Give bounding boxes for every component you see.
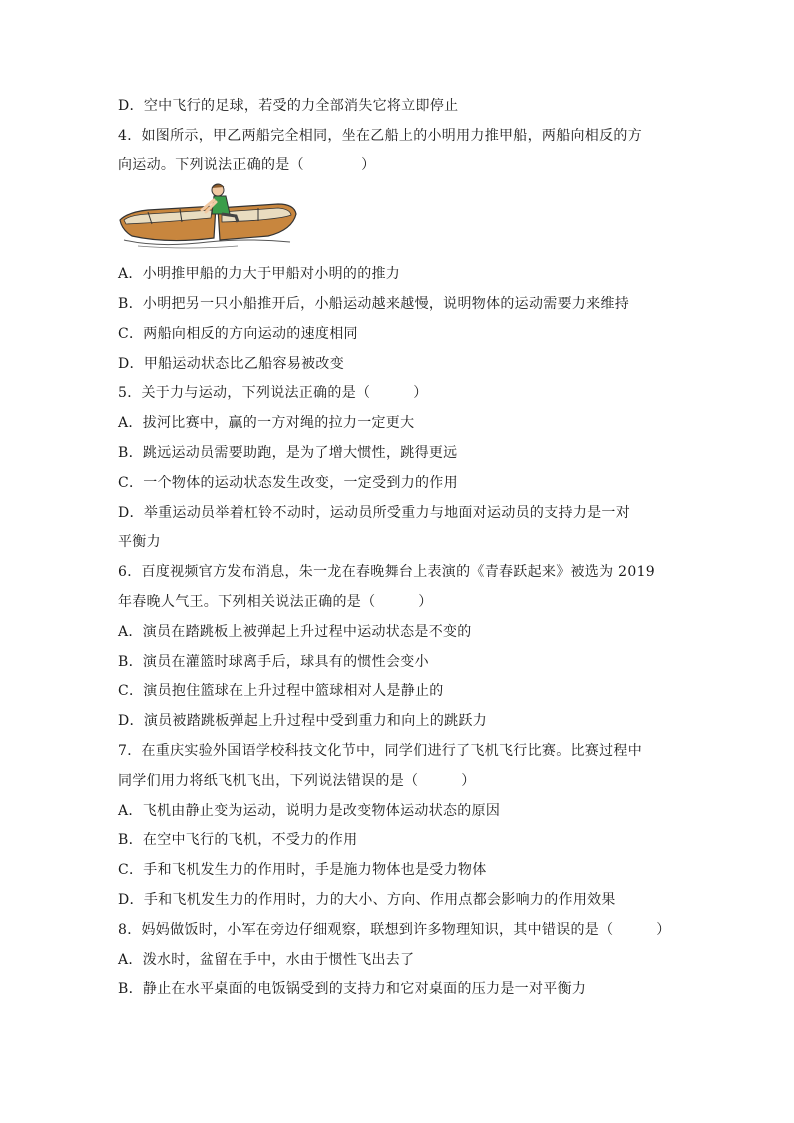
q5-option-b: B．跳远运动员需要助跑，是为了增大惯性，跳得更远 [118, 445, 458, 461]
q7-stem-line2: 同学们用力将纸飞机飞出，下列说法错误的是（ ） [118, 773, 476, 789]
q5-option-c: C．一个物体的运动状态发生改变，一定受到力的作用 [118, 475, 458, 491]
q8-option-b: B．静止在水平桌面的电饭锅受到的支持力和它对桌面的压力是一对平衡力 [118, 981, 587, 997]
q4-option-b: B．小明把另一只小船推开后，小船运动越来越慢，说明物体的运动需要力来维持 [118, 296, 630, 312]
q6-option-c: C．演员抱住篮球在上升过程中篮球相对人是静止的 [118, 683, 444, 699]
q7-option-a: A．飞机由静止变为运动，说明力是改变物体运动状态的原因 [118, 803, 501, 819]
q3-option-d: D．空中飞行的足球，若受的力全部消失它将立即停止 [118, 98, 459, 114]
q6-stem-line1: 6．百度视频官方发布消息，朱一龙在春晚舞台上表演的《青春跃起来》被选为 2019 [118, 564, 655, 580]
q7-option-c: C．手和飞机发生力的作用时，手是施力物体也是受力物体 [118, 862, 487, 878]
q7-option-b: B．在空中飞行的飞机，不受力的作用 [118, 832, 358, 848]
q4-stem-line2: 向运动。下列说法正确的是（ ） [118, 157, 376, 173]
q4-option-a: A．小明推甲船的力大于甲船对小明的的推力 [118, 266, 401, 282]
q5-option-d-line2: 平衡力 [118, 534, 161, 550]
boat-push-illustration [118, 182, 298, 250]
q6-stem-line2: 年春晚人气王。下列相关说法正确的是（ ） [118, 594, 433, 610]
q4-stem-line1: 4．如图所示，甲乙两船完全相同，坐在乙船上的小明用力推甲船，两船向相反的方 [118, 128, 643, 144]
q6-option-a: A．演员在踏跳板上被弹起上升过程中运动状态是不变的 [118, 624, 472, 640]
q7-stem-line1: 7．在重庆实验外国语学校科技文化节中，同学们进行了飞机飞行比赛。比赛过程中 [118, 743, 643, 759]
q5-option-a: A．拔河比赛中，赢的一方对绳的拉力一定更大 [118, 415, 415, 431]
q6-option-b: B．演员在灌篮时球离手后，球具有的惯性会变小 [118, 654, 429, 670]
q5-option-d-line1: D．举重运动员举着杠铃不动时，运动员所受重力与地面对运动员的支持力是一对 [118, 505, 631, 521]
q4-option-c: C．两船向相反的方向运动的速度相同 [118, 326, 358, 342]
q8-option-a: A．泼水时，盆留在手中，水由于惯性飞出去了 [118, 952, 415, 968]
q5-stem: 5．关于力与运动，下列说法正确的是（ ） [118, 385, 428, 401]
q7-option-d: D．手和飞机发生力的作用时，力的大小、方向、作用点都会影响力的作用效果 [118, 892, 616, 908]
q6-option-d: D．演员被踏跳板弹起上升过程中受到重力和向上的跳跃力 [118, 713, 488, 729]
q8-stem: 8．妈妈做饭时，小军在旁边仔细观察，联想到许多物理知识，其中错误的是（ ） [118, 922, 671, 938]
q4-option-d: D．甲船运动状态比乙船容易被改变 [118, 356, 345, 372]
